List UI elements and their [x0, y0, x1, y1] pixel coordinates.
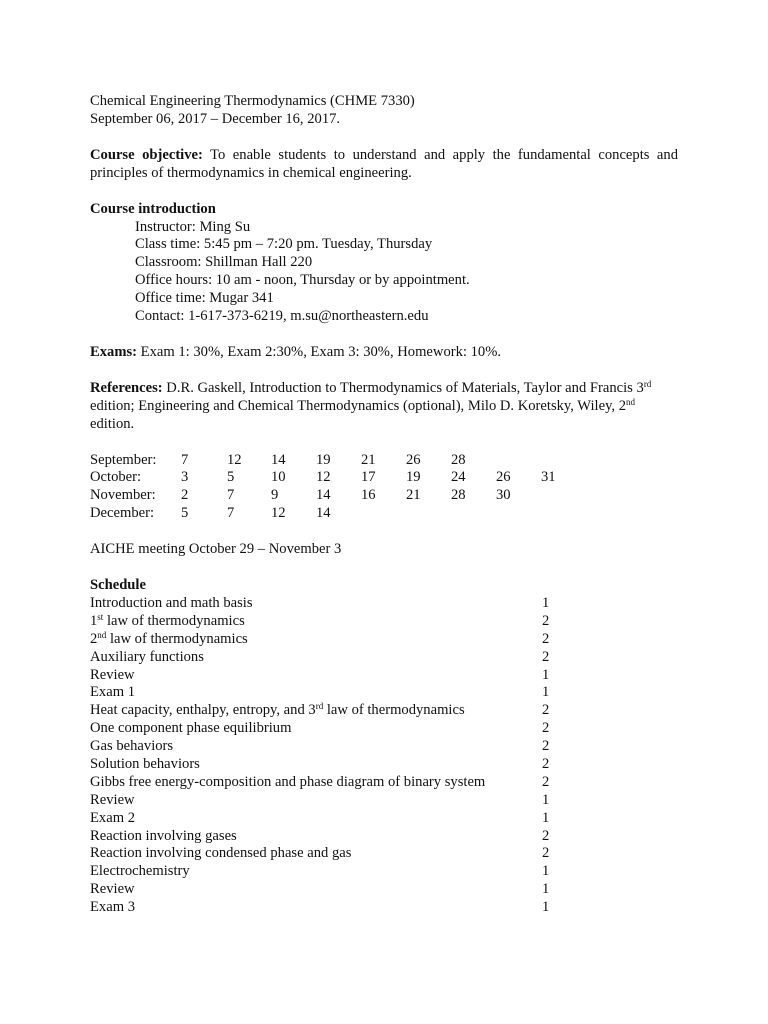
schedule-topic: 2nd law of thermodynamics — [90, 629, 248, 647]
calendar-day: 7 — [227, 487, 235, 504]
schedule-row — [90, 774, 678, 792]
schedule-weeks: 2 — [542, 648, 550, 665]
schedule-row — [90, 810, 678, 828]
calendar-month: September: — [90, 451, 157, 468]
calendar-day: 14 — [316, 487, 331, 504]
schedule-topic: Exam 1 — [90, 684, 135, 701]
calendar-day: 17 — [361, 469, 376, 486]
office-hours-line: Office hours: 10 am - noon, Thursday or by appointment. — [135, 272, 470, 289]
references-paragraph: References: D.R. Gaskell, Introduction to Thermodynamics of Materials, Taylor and Francis 3rd edition; Engineering and Chemical Thermodynamics (optional), Milo D. Koretsky, Wiley, 2nd edition. — [90, 378, 652, 432]
schedule-weeks: 1 — [542, 594, 550, 611]
office-location-line: Office time: Mugar 341 — [135, 290, 274, 307]
calendar-day: 19 — [406, 469, 421, 486]
objective-text: To enable students to understand and apply the fundamental concepts and principles of thermodynamics in chemical engineering. — [90, 146, 678, 181]
calendar-day: 5 — [227, 469, 235, 486]
calendar-day: 30 — [496, 487, 511, 504]
calendar-row — [90, 487, 678, 505]
schedule-topic: Review — [90, 666, 135, 683]
calendar-row — [90, 505, 678, 523]
schedule-weeks: 1 — [542, 666, 550, 683]
calendar-day: 21 — [361, 451, 376, 468]
course-title: Chemical Engineering Thermodynamics (CHME 7330) — [90, 93, 415, 109]
schedule-topic: 1st law of thermodynamics — [90, 611, 245, 629]
calendar-day: 21 — [406, 487, 421, 504]
schedule-topic: One component phase equilibrium — [90, 720, 292, 737]
schedule-row — [90, 702, 678, 720]
calendar-row — [90, 469, 678, 487]
calendar-day: 31 — [541, 469, 556, 486]
schedule-weeks: 2 — [542, 720, 550, 737]
schedule-heading: Schedule — [90, 577, 146, 594]
schedule-weeks: 2 — [542, 755, 550, 772]
calendar-day: 16 — [361, 487, 376, 504]
schedule-weeks: 1 — [542, 809, 550, 826]
schedule-topic: Gas behaviors — [90, 738, 174, 755]
calendar-day: 24 — [451, 469, 466, 486]
schedule-topic: Heat capacity, enthalpy, entropy, and 3rd law of thermodynamics — [90, 701, 465, 719]
contact-line: Contact: 1-617-373-6219, m.su@northeastern.edu — [135, 308, 429, 325]
calendar-day: 2 — [181, 487, 189, 504]
exams-line: Exams: Exam 1: 30%, Exam 2:30%, Exam 3: 30%, Homework: 10%. — [90, 343, 501, 360]
course-objective — [90, 147, 678, 183]
calendar-day: 5 — [181, 505, 189, 522]
schedule-weeks: 1 — [542, 899, 550, 916]
schedule-weeks: 2 — [542, 827, 550, 844]
schedule-weeks: 2 — [542, 612, 550, 629]
schedule-topic: Review — [90, 791, 135, 808]
calendar-day: 14 — [316, 505, 331, 522]
schedule-topic: Reaction involving gases — [90, 827, 237, 844]
schedule-row — [90, 595, 678, 613]
calendar-day: 14 — [271, 451, 286, 468]
calendar-day: 12 — [316, 469, 331, 486]
schedule-table — [90, 595, 678, 917]
class-time-line: Class time: 5:45 pm – 7:20 pm. Tuesday, Thursday — [135, 236, 433, 253]
introduction-heading: Course introduction — [90, 200, 216, 217]
syllabus-document — [90, 93, 678, 917]
calendar-day: 12 — [227, 451, 242, 468]
calendar-month: November: — [90, 487, 156, 504]
schedule-weeks: 2 — [542, 702, 550, 719]
schedule-topic: Electrochemistry — [90, 863, 190, 880]
class-dates-calendar — [90, 452, 678, 524]
schedule-row — [90, 792, 678, 810]
schedule-row — [90, 720, 678, 738]
introduction-details — [90, 219, 678, 326]
schedule-row — [90, 756, 678, 774]
schedule-row — [90, 649, 678, 667]
schedule-topic: Auxiliary functions — [90, 648, 204, 665]
calendar-day: 26 — [406, 451, 421, 468]
calendar-day: 3 — [181, 469, 189, 486]
schedule-weeks: 2 — [542, 773, 550, 790]
schedule-topic: Review — [90, 881, 135, 898]
schedule-weeks: 2 — [542, 630, 550, 647]
course-dates: September 06, 2017 – December 16, 2017. — [90, 110, 341, 127]
schedule-row — [90, 667, 678, 685]
calendar-day: 7 — [181, 451, 189, 468]
aiche-note: AICHE meeting October 29 – November 3 — [90, 541, 342, 558]
schedule-topic: Gibbs free energy-composition and phase diagram of binary system — [90, 773, 486, 790]
schedule-row — [90, 881, 678, 899]
schedule-row — [90, 899, 678, 917]
schedule-topic: Solution behaviors — [90, 755, 200, 772]
calendar-day: 7 — [227, 505, 235, 522]
schedule-row — [90, 828, 678, 846]
schedule-weeks: 2 — [542, 845, 550, 862]
references-label: References: — [90, 379, 163, 396]
schedule-topic: Exam 2 — [90, 809, 135, 826]
instructor-line: Instructor: Ming Su — [135, 218, 251, 235]
classroom-line: Classroom: Shillman Hall 220 — [135, 254, 313, 271]
schedule-row — [90, 738, 678, 756]
schedule-weeks: 1 — [542, 881, 550, 898]
schedule-weeks: 1 — [542, 684, 550, 701]
schedule-row — [90, 613, 678, 631]
schedule-weeks: 1 — [542, 863, 550, 880]
schedule-row — [90, 631, 678, 649]
calendar-day: 12 — [271, 505, 286, 522]
objective-label: Course objective: — [90, 146, 203, 163]
schedule-topic: Reaction involving condensed phase and gas — [90, 845, 352, 862]
calendar-day: 28 — [451, 451, 466, 468]
calendar-day: 10 — [271, 469, 286, 486]
calendar-day: 19 — [316, 451, 331, 468]
schedule-row — [90, 684, 678, 702]
schedule-weeks: 1 — [542, 791, 550, 808]
calendar-row — [90, 452, 678, 470]
schedule-topic: Exam 3 — [90, 899, 135, 916]
schedule-weeks: 2 — [542, 738, 550, 755]
calendar-day: 26 — [496, 469, 511, 486]
calendar-day: 9 — [271, 487, 279, 504]
schedule-row — [90, 845, 678, 863]
calendar-day: 28 — [451, 487, 466, 504]
calendar-month: October: — [90, 469, 142, 486]
calendar-month: December: — [90, 505, 155, 522]
schedule-row — [90, 863, 678, 881]
schedule-topic: Introduction and math basis — [90, 594, 253, 611]
